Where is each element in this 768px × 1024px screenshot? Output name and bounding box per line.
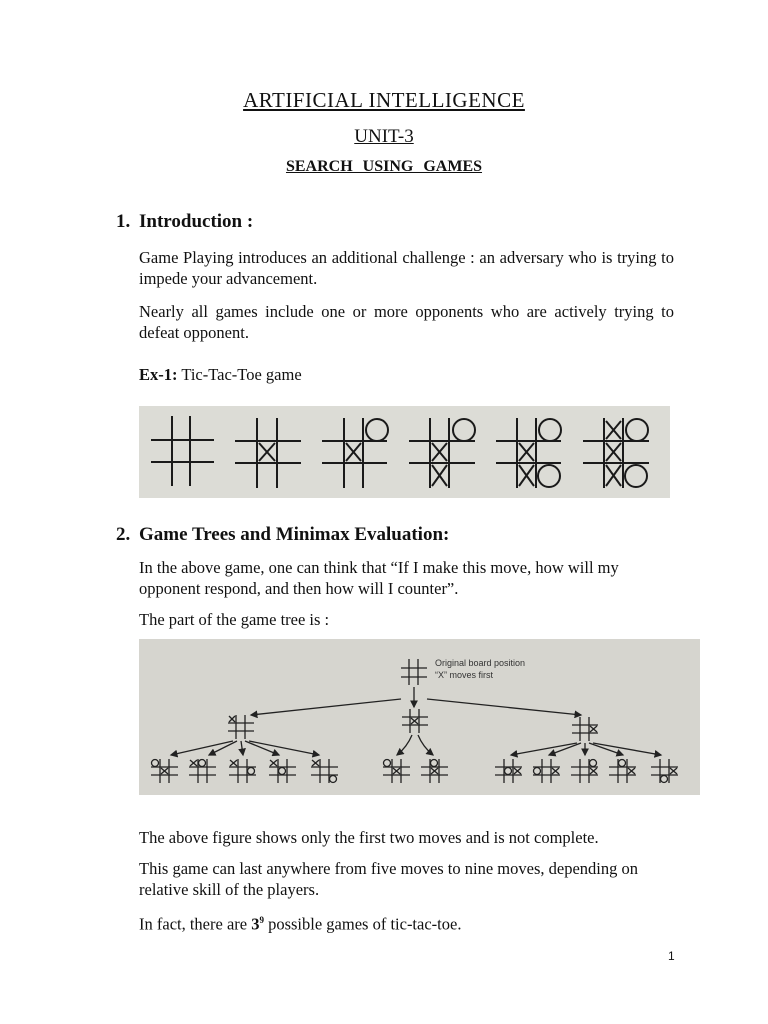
para5-suffix: possible games of tic-tac-toe. [263,914,462,934]
board-1 [151,416,214,486]
unit-title: UNIT-3 [354,126,414,147]
game-tree-paragraph-4: This game can last anywhere from five moves to nine moves, depending on relative skill of the players. [139,859,638,899]
example-label: Ex-1: [139,365,178,384]
level2-boards [151,759,678,783]
game-tree-image [139,639,700,795]
para5-prefix: In fact, there are [139,914,252,934]
board-3 [322,418,388,488]
board-5 [496,418,561,488]
intro-paragraph-1: Game Playing introduces an additional challenge : an adversary who is trying to impede your advancement. [139,248,674,288]
level1-board-right [572,717,598,741]
heading-game-trees [116,524,449,546]
power-base: 3 [251,914,260,934]
intro-paragraph-2: Nearly all games include one or more opponents who are actively trying to defeat opponent. [139,302,674,342]
heading-introduction [116,211,253,233]
board-2 [235,418,301,488]
page-number: 1 [668,949,675,963]
example-text: Tic-Tac-Toe game [177,365,302,384]
heading-number: 1. [116,211,131,232]
heading-number: 2. [116,524,131,545]
game-tree-paragraph-1: In the above game, one can think that “If I make this move, how will my opponent respond, and then how will I counter”. [139,558,619,598]
tree-caption-line-2: “X” moves first [435,670,494,680]
tree-caption-line-1: Original board position [435,658,526,668]
document-title: ARTIFICIAL INTELLIGENCE [243,88,525,112]
root-board [401,659,427,685]
tictactoe-sequence-drawing [139,406,670,498]
level1-board-middle [402,709,428,733]
heading-text: Introduction : [139,211,254,232]
section-title: SEARCH USING GAMES [285,158,483,175]
power-exponent: 9 [259,915,264,925]
level1-board-left [228,715,254,739]
game-tree-paragraph-2: The part of the game tree is : [139,610,330,629]
board-6 [583,418,649,488]
board-4 [409,418,475,488]
example-line [139,364,674,385]
game-tree-drawing [139,639,700,795]
tictactoe-sequence-image [139,406,670,498]
heading-text: Game Trees and Minimax Evaluation: [139,524,450,545]
game-tree-paragraph-5 [139,910,674,935]
game-tree-paragraph-3: The above figure shows only the first two moves and is not complete. [139,828,599,847]
